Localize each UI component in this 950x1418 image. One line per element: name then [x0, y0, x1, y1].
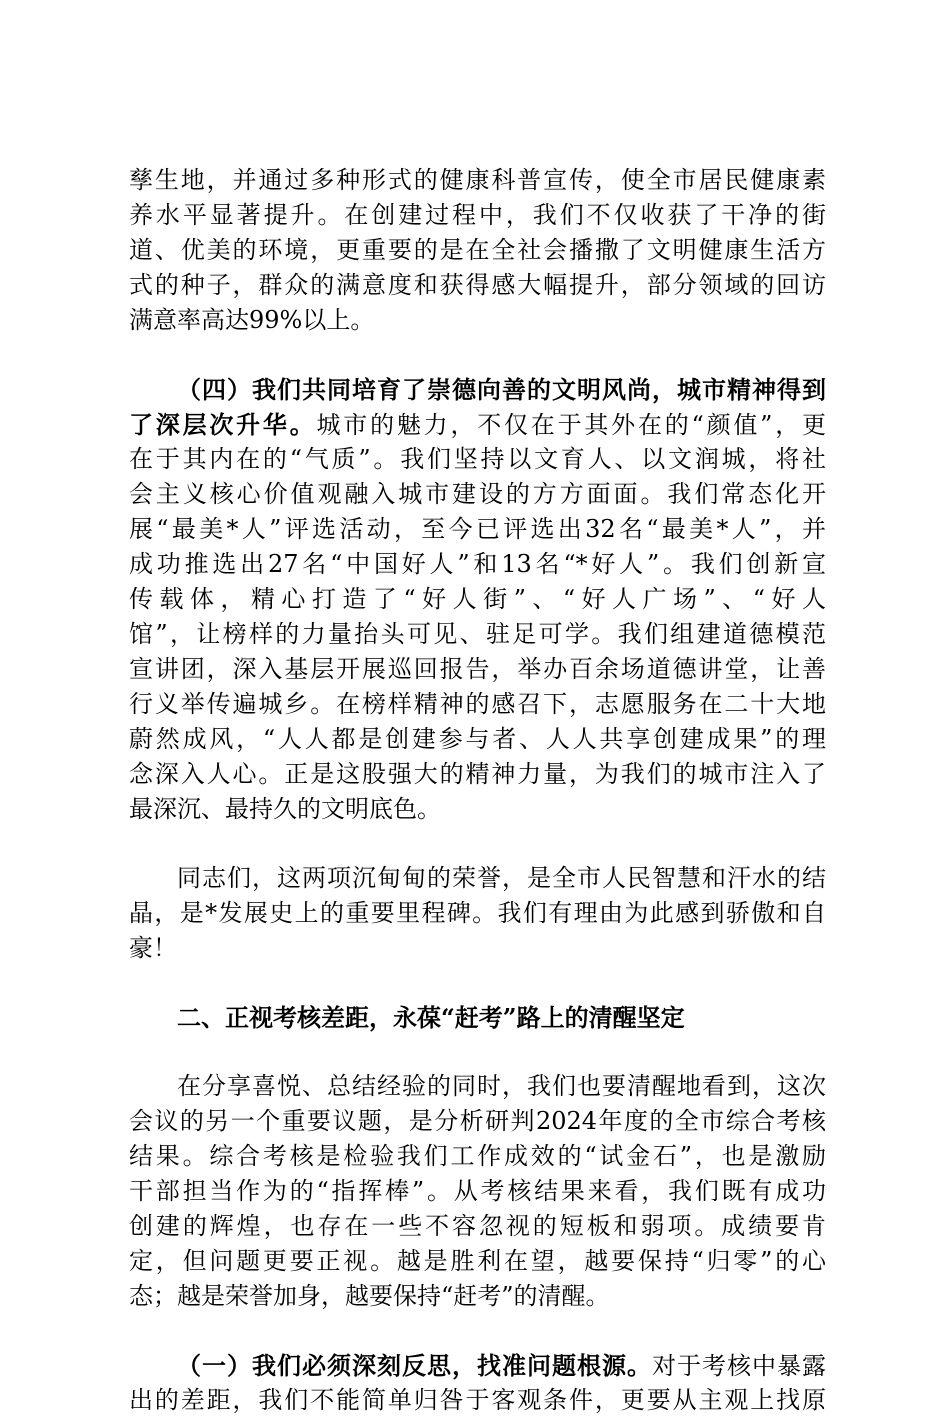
- paragraph-health-continued: [129, 163, 826, 338]
- text-line: 定，但问题更要正视。越是胜利在望，越要保持“归零”的心: [129, 1247, 826, 1275]
- paragraph-reflection: [129, 1348, 826, 1418]
- text-line: 会议的另一个重要议题，是分析研判2024年度的全市综合考核: [129, 1107, 826, 1135]
- text-line: 孳生地，并通过多种形式的健康科普宣传，使全市居民健康素: [129, 166, 826, 194]
- text-line: 传载体，精心打造了“好人街”、“好人广场”、“好人: [129, 585, 826, 613]
- text-line: 结果。综合考核是检验我们工作成效的“试金石”，也是激励: [129, 1142, 826, 1170]
- text-line: 念深入人心。正是这股强大的精神力量，为我们的城市注入了: [129, 760, 826, 788]
- text-line: [129, 1348, 826, 1383]
- section-heading-4: （四）我们共同培育了崇德向善的文明风尚，城市精神得到: [177, 375, 826, 404]
- heading-line: 二、正视考核差距，永葆“赶考”路上的清醒坚定: [177, 1003, 685, 1032]
- text-line: 在分享喜悦、总结经验的同时，我们也要清醒地看到，这次: [177, 1072, 826, 1100]
- paragraph-civilization-culture: [129, 372, 826, 827]
- text-line: 创建的辉煌，也存在一些不容忽视的短板和弱项。成绩要肯: [129, 1212, 826, 1240]
- text-line: 馆”，让榜样的力量抬头可见、驻足可学。我们组建道德模范: [129, 620, 826, 648]
- text-line: 宣讲团，深入基层开展巡回报告，举办百余场道德讲堂，让善: [129, 655, 826, 683]
- bold-lead: （一）我们必须深刻反思，找准问题根源。: [177, 1351, 652, 1380]
- text-line: 会主义核心价值观融入城市建设的方方面面。我们常态化开: [129, 480, 826, 508]
- text-line: 行义举传遍城乡。在榜样精神的感召下，志愿服务在二十大地: [129, 690, 826, 718]
- section-heading-2: [129, 1000, 826, 1035]
- paragraph-honor-summary: [129, 861, 826, 966]
- bold-lead: 了深层次升华。: [129, 410, 317, 439]
- text-line: 晶，是*发展史上的重要里程碑。我们有理由为此感到骄傲和自: [129, 899, 826, 927]
- text-line: 最深沉、最持久的文明底色。: [129, 795, 441, 823]
- text-line: 态；越是荣誉加身，越要保持“赶考”的清醒。: [129, 1282, 610, 1310]
- text-run: 对于考核中暴露: [652, 1352, 826, 1380]
- text-line: 豪！: [129, 934, 177, 962]
- text-line: 成功推选出27名“中国好人”和13名“*好人”。我们创新宣: [129, 550, 826, 578]
- text-line: 道、优美的环境，更重要的是在全社会播撒了文明健康生活方: [129, 236, 826, 264]
- text-line: [129, 407, 826, 442]
- text-line: 在于其内在的“气质”。我们坚持以文育人、以文润城，将社: [129, 445, 826, 473]
- text-line: 干部担当作为的“指挥棒”。从考核结果来看，我们既有成功: [129, 1177, 826, 1205]
- text-line: 式的种子，群众的满意度和获得感大幅提升，部分领域的回访: [129, 271, 826, 299]
- text-line: 同志们，这两项沉甸甸的荣誉，是全市人民智慧和汗水的结: [177, 864, 826, 892]
- text-line: 养水平显著提升。在创建过程中，我们不仅收获了干净的街: [129, 201, 826, 229]
- text-line: 满意率高达99%以上。: [129, 306, 375, 334]
- text-line: 展“最美*人”评选活动，至今已评选出32名“最美*人”，并: [129, 515, 826, 543]
- paragraph-assessment-intro: [129, 1069, 826, 1314]
- document-page: [129, 163, 826, 1418]
- text-run: 城市的魅力，不仅在于其外在的“颜值”，更: [316, 411, 826, 439]
- text-line: 出的差距，我们不能简单归咎于客观条件，更要从主观上找原: [129, 1386, 826, 1414]
- text-line: 蔚然成风，“人人都是创建参与者、人人共享创建成果”的理: [129, 725, 826, 753]
